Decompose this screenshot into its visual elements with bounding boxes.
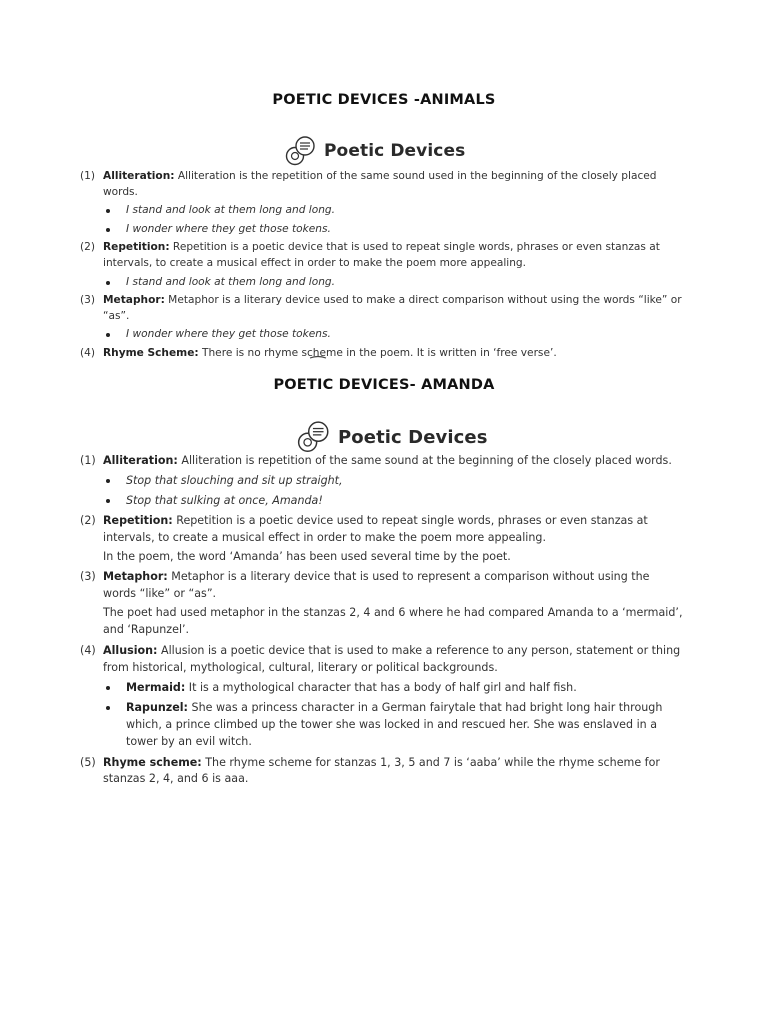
amanda-item-alliteration xyxy=(80,453,684,470)
allusion-bullet-rapunzel xyxy=(80,700,684,751)
amanda-device-list xyxy=(80,453,684,788)
amanda-item-rhyme-scheme xyxy=(80,755,684,789)
animals-item-repetition xyxy=(80,240,684,271)
item-term: Metaphor: xyxy=(103,570,168,584)
amanda-badge-text: Poetic Devices xyxy=(338,426,488,448)
item-note: In the poem, the word ‘Amanda’ has been used several time by the poet. xyxy=(103,549,511,563)
animals-item-alliteration xyxy=(80,169,684,200)
animals-item-metaphor xyxy=(80,293,684,324)
crop-mark-divider xyxy=(309,355,327,359)
example-line: I stand and look at them long and long. xyxy=(80,203,684,219)
item-text: Metaphor is a literary device used to make a direct comparison without using the words “like” or “as”. xyxy=(103,294,682,322)
item-text: Alliteration is the repetition of the same sound used in the beginning of the closely placed words. xyxy=(103,170,657,198)
item-term: Repetition: xyxy=(103,241,170,254)
item-number: (1) xyxy=(80,454,96,467)
item-term: Allusion: xyxy=(103,644,158,658)
item-number: (4) xyxy=(80,346,96,359)
item-term: Repetition: xyxy=(103,513,173,527)
speech-book-icon xyxy=(284,134,318,168)
item-text: Repetition is a poetic device that is used to repeat single words, phrases or even stanzas at intervals, to create a musical effect in order to make the poem more appealing. xyxy=(103,241,660,269)
item-number: (2) xyxy=(80,513,96,527)
example-line: Stop that sulking at once, Amanda! xyxy=(80,493,684,510)
example-line: Stop that slouching and sit up straight, xyxy=(80,473,684,490)
item-text: The rhyme scheme for stanzas 1, 3, 5 and 7 is ‘aaba’ while the rhyme scheme for stanzas 2, 4, and 6 is aaa. xyxy=(103,755,660,786)
allusion-bullet-mermaid xyxy=(80,680,684,697)
item-text: Repetition is a poetic device used to repeat single words, phrases or even stanzas at intervals, to create a musical effect in order to make the poem more appealing. xyxy=(103,513,648,544)
item-text: Allusion is a poetic device that is used to make a reference to any person, statement or thing from historical, mythological, cultural, literary or political backgrounds. xyxy=(103,644,681,674)
item-term: Alliteration: xyxy=(103,170,175,182)
animals-badge xyxy=(284,134,465,168)
item-term: Rhyme scheme: xyxy=(103,755,202,769)
amanda-item-allusion xyxy=(80,643,684,677)
item-term: Rhyme Scheme: xyxy=(103,346,199,359)
amanda-item-metaphor xyxy=(80,569,684,603)
item-term: Metaphor: xyxy=(103,294,165,307)
bullet-term: Mermaid: xyxy=(126,680,186,694)
amanda-badge xyxy=(296,419,488,455)
example-line: I wonder where they get those tokens. xyxy=(80,222,684,238)
speech-book-icon xyxy=(296,419,332,455)
item-term: Alliteration: xyxy=(103,454,178,467)
bullet-text: She was a princess character in a German fairytale that had bright long hair through which, a prince climbed up the tower she was locked in and rescued her. She was enslaved in a tower by an evil witch. xyxy=(126,700,663,748)
animals-section-title: POETIC DEVICES -ANIMALS xyxy=(272,92,496,108)
item-text: There is no rhyme scheme in the poem. It is written in ‘free verse’. xyxy=(198,346,557,359)
bullet-text: It is a mythological character that has a body of half girl and half fish. xyxy=(185,680,577,694)
amanda-item-repetition xyxy=(80,513,684,547)
item-number: (3) xyxy=(80,570,96,584)
item-number: (3) xyxy=(80,294,96,307)
item-number: (2) xyxy=(80,241,96,254)
item-number: (4) xyxy=(80,644,96,658)
item-note: The poet had used metaphor in the stanzas 2, 4 and 6 where he had compared Amanda to a ‘mermaid’, and ‘Rapunzel’. xyxy=(103,606,683,637)
example-line: I stand and look at them long and long. xyxy=(80,275,684,291)
item-number: (1) xyxy=(80,170,96,182)
amanda-section-title: POETIC DEVICES- AMANDA xyxy=(273,377,495,393)
animals-badge-text: Poetic Devices xyxy=(324,141,466,161)
example-line: I wonder where they get those tokens. xyxy=(80,327,684,343)
animals-device-list xyxy=(80,169,684,362)
animals-item-rhyme-scheme xyxy=(80,346,684,362)
item-text: Metaphor is a literary device that is used to represent a comparison without using the words “like” or “as”. xyxy=(103,570,650,601)
item-text: Alliteration is repetition of the same sound at the beginning of the closely placed words. xyxy=(177,454,672,467)
item-number: (5) xyxy=(80,755,96,769)
bullet-term: Rapunzel: xyxy=(126,700,188,714)
